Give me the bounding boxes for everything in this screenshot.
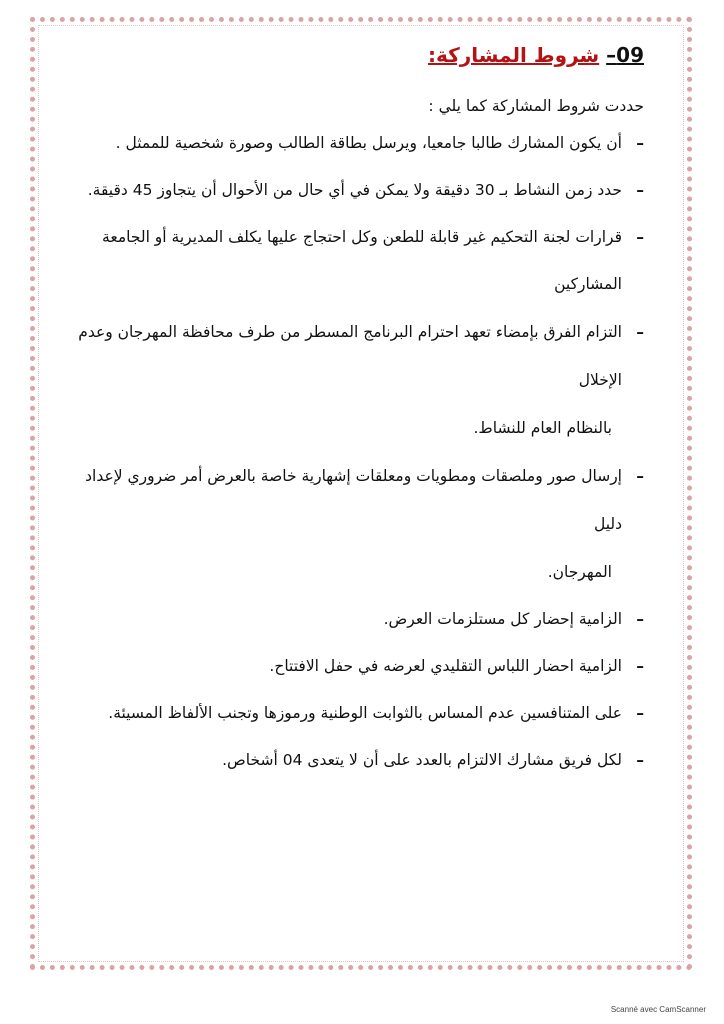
- conditions-list: [62, 120, 644, 784]
- list-item-text: إرسال صور وملصقات ومطويات ومعلقات إشهارية خاصة بالعرض أمر ضروري لإعداد دليل: [85, 467, 622, 533]
- bullet-dash: –: [636, 657, 644, 675]
- list-item: [62, 452, 644, 596]
- intro-text: حددت شروط المشاركة كما يلي :: [428, 97, 644, 115]
- list-item-continuation: المهرجان.: [547, 563, 612, 581]
- list-item-text: حدد زمن النشاط بـ 30 دقيقة ولا يمكن في أي حال من الأحوال أن يتجاوز 45 دقيقة.: [87, 181, 622, 199]
- document-body: [62, 30, 644, 784]
- list-item-text: قرارات لجنة التحكيم غير قابلة للطعن وكل احتجاج عليها يكلف المديرية أو الجامعة المشاركين: [102, 228, 622, 293]
- bullet-dash: –: [636, 228, 644, 246]
- list-item-text: على المتنافسين عدم المساس بالثوابت الوطنية ورموزها وتجنب الألفاظ المسيئة.: [108, 704, 622, 722]
- list-item-text: الزامية إحضار كل مستلزمات العرض.: [383, 610, 622, 628]
- section-heading: [62, 40, 644, 70]
- list-item-text: أن يكون المشارك طالبا جامعيا، ويرسل بطاقة الطالب وصورة شخصية للممثل .: [115, 134, 622, 152]
- list-item: [62, 737, 644, 784]
- bullet-dash: –: [636, 134, 644, 152]
- bullet-dash: –: [636, 751, 644, 769]
- list-item: [62, 690, 644, 737]
- list-item-continuation: بالنظام العام للنشاط.: [473, 419, 612, 437]
- list-item: [62, 167, 644, 214]
- section-number: 09–: [606, 43, 644, 67]
- list-item: [62, 643, 644, 690]
- list-item-text: الزامية احضار اللباس التقليدي لعرضه في حفل الافتتاح.: [269, 657, 622, 675]
- bullet-dash: –: [636, 323, 644, 341]
- bullet-dash: –: [636, 704, 644, 722]
- section-title: شروط المشاركة:: [428, 43, 600, 67]
- list-item-text: لكل فريق مشارك الالتزام بالعدد على أن لا يتعدى 04 أشخاص.: [222, 751, 622, 769]
- list-item: [62, 308, 644, 452]
- list-item: [62, 214, 644, 308]
- bullet-dash: –: [636, 181, 644, 199]
- scanner-watermark: Scanné avec CamScanner: [610, 1005, 706, 1014]
- bullet-dash: –: [636, 467, 644, 485]
- list-item-text: التزام الفرق بإمضاء تعهد احترام البرنامج المسطر من طرف محافظة المهرجان وعدم الإخلال: [78, 323, 622, 389]
- list-item: [62, 596, 644, 643]
- list-item: [62, 120, 644, 167]
- bullet-dash: –: [636, 610, 644, 628]
